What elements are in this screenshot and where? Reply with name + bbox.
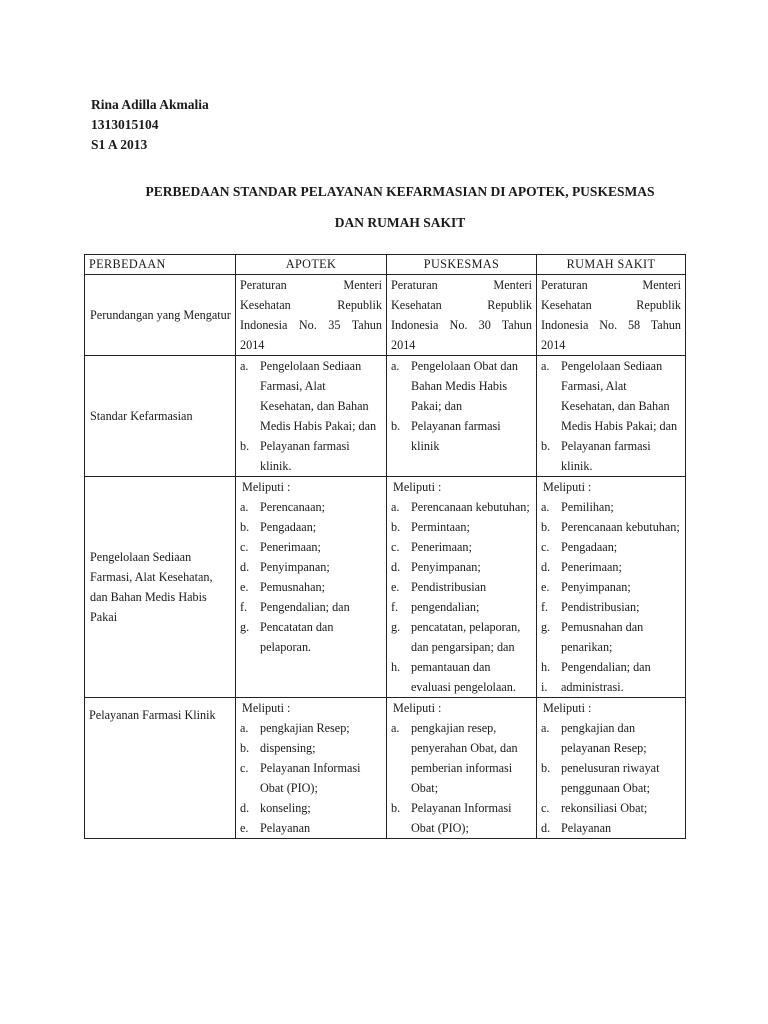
list-marker: c. [391, 540, 400, 554]
list-item [541, 537, 681, 557]
list-item [541, 597, 681, 617]
list-item-text: Pengadaan; [561, 540, 618, 554]
cell-pelayanan-rumah-sakit [537, 698, 686, 839]
list-item-text: administrasi. [561, 680, 624, 694]
list-marker: g. [240, 620, 250, 634]
list-marker: a. [541, 359, 550, 373]
list-item-text: pencatatan, pelaporan, dan pengarsipan; dan [411, 620, 521, 654]
header-puskesmas: PUSKESMAS [387, 255, 537, 275]
list-pengelolaan-apotek [240, 497, 382, 657]
header-row [85, 255, 686, 275]
list-item [240, 557, 382, 577]
list-item-text: Penyimpanan; [561, 580, 631, 594]
list-item-text: rekonsiliasi Obat; [561, 801, 648, 815]
list-item-text: Pelayanan [561, 821, 612, 835]
list-item [541, 517, 681, 537]
list-marker: g. [391, 620, 401, 634]
student-id: 1313015104 [91, 117, 159, 132]
list-item-text: Penyimpanan; [411, 560, 481, 574]
list-marker: e. [391, 580, 400, 594]
cell-pengelolaan-apotek [236, 477, 387, 698]
row-label-pengelolaan: Pengelolaan Sediaan Farmasi, Alat Kesehatan, dan Bahan Medis Habis Pakai [85, 477, 236, 698]
list-item-text: Pelayanan Informasi Obat (PIO); [411, 801, 512, 835]
row-pengelolaan [85, 477, 686, 698]
list-item [541, 557, 681, 577]
list-item [391, 416, 532, 456]
list-item-text: Pelayanan farmasi klinik. [260, 439, 350, 473]
list-marker: a. [240, 359, 249, 373]
list-item [391, 657, 532, 697]
cell-perundangan-puskesmas: Peraturan Menteri Kesehatan Republik Indonesia No. 30 Tahun 2014 [387, 275, 537, 356]
list-item-text: Pemusnahan dan penarikan; [561, 620, 644, 654]
cell-pelayanan-puskesmas [387, 698, 537, 839]
list-item-text: pengkajian Resep; [260, 721, 350, 735]
list-item [240, 617, 382, 657]
list-item [391, 718, 532, 798]
list-item [541, 798, 681, 818]
list-item-text: Penerimaan; [561, 560, 622, 574]
list-marker: h. [541, 660, 551, 674]
class-label: S1 A 2013 [91, 137, 148, 152]
list-marker: h. [391, 660, 401, 674]
header-apotek: APOTEK [236, 255, 387, 275]
list-item-text: Pengelolaan Sediaan Farmasi, Alat Kesehatan, dan Bahan Medis Habis Pakai; dan [561, 359, 678, 433]
list-marker: b. [541, 520, 551, 534]
row-label-standar: Standar Kefarmasian [85, 356, 236, 477]
list-marker: e. [541, 580, 550, 594]
list-item-text: Pengendalian; dan [260, 600, 350, 614]
intro-text: Meliputi : [242, 480, 291, 494]
cell-standar-puskesmas [387, 356, 537, 477]
list-marker: d. [391, 560, 401, 574]
list-marker: a. [391, 721, 400, 735]
list-item-text: Perencanaan kebutuhan; [561, 520, 680, 534]
intro-text: Meliputi : [242, 701, 291, 715]
list-item [541, 718, 681, 758]
list-marker: c. [240, 761, 249, 775]
list-item-text: Pendistribusian; [561, 600, 640, 614]
list-item-text: Pengadaan; [260, 520, 317, 534]
list-item-text: Pemilihan; [561, 500, 614, 514]
list-item [391, 798, 532, 838]
title-line-1: PERBEDAAN STANDAR PELAYANAN KEFARMASIAN DI APOTEK, PUSKESMAS [145, 184, 655, 199]
list-item [240, 577, 382, 597]
list-marker: b. [391, 801, 401, 815]
list-item [240, 738, 382, 758]
list-marker: f. [541, 600, 549, 614]
cell-pengelolaan-rumah-sakit [537, 477, 686, 698]
list-item [391, 557, 532, 577]
list-item-text: dispensing; [260, 741, 316, 755]
list-item [541, 436, 681, 476]
list-item-text: pengkajian dan pelayanan Resep; [561, 721, 647, 755]
list-item-text: pemantauan dan evaluasi pengelolaan. [411, 660, 516, 694]
list-item [391, 356, 532, 416]
list-marker: a. [541, 500, 550, 514]
comparison-table [84, 254, 686, 839]
list-marker: b. [391, 419, 401, 433]
list-item-text: Pelayanan farmasi klinik. [561, 439, 651, 473]
cell-pelayanan-apotek [236, 698, 387, 839]
list-item-text: Pelayanan [260, 821, 311, 835]
list-marker: f. [391, 600, 399, 614]
list-item-text: konseling; [260, 801, 311, 815]
list-marker: c. [240, 540, 249, 554]
list-item-text: Perencanaan; [260, 500, 325, 514]
list-item [240, 517, 382, 537]
cell-perundangan-rumah-sakit: Peraturan Menteri Kesehatan Republik Indonesia No. 58 Tahun 2014 [537, 275, 686, 356]
intro-text: Meliputi : [543, 701, 592, 715]
cell-standar-apotek [236, 356, 387, 477]
list-item [240, 436, 382, 476]
list-item [240, 758, 382, 798]
list-pelayanan-puskesmas [391, 718, 532, 838]
author-block [91, 95, 209, 155]
author-name: Rina Adilla Akmalia [91, 97, 209, 112]
row-perundangan [85, 275, 686, 356]
list-marker: e. [240, 821, 249, 835]
list-item [240, 718, 382, 738]
list-marker: i. [541, 680, 548, 694]
list-pelayanan-rumah-sakit [541, 718, 681, 838]
list-item-text: Pengelolaan Sediaan Farmasi, Alat Kesehatan, dan Bahan Medis Habis Pakai; dan [260, 359, 377, 433]
list-item-text: Pengelolaan Obat dan Bahan Medis Habis Pakai; dan [411, 359, 518, 413]
list-marker: b. [541, 439, 551, 453]
document-title [60, 176, 740, 238]
cell-perundangan-apotek: Peraturan Menteri Kesehatan Republik Indonesia No. 35 Tahun 2014 [236, 275, 387, 356]
title-line-2: DAN RUMAH SAKIT [334, 215, 466, 230]
list-item-text: Perencanaan kebutuhan; [411, 500, 530, 514]
list-standar-rumah-sakit [541, 356, 681, 476]
list-marker: f. [240, 600, 248, 614]
list-marker: b. [240, 520, 250, 534]
list-marker: c. [541, 801, 550, 815]
list-item [541, 657, 681, 677]
list-item-text: Permintaan; [411, 520, 470, 534]
list-item [240, 537, 382, 557]
list-item [391, 497, 532, 517]
list-marker: b. [391, 520, 401, 534]
row-pelayanan [85, 698, 686, 839]
list-item [541, 758, 681, 798]
header-perbedaan: PERBEDAAN [85, 255, 236, 275]
list-marker: d. [541, 560, 551, 574]
list-marker: c. [541, 540, 550, 554]
row-label-pelayanan: Pelayanan Farmasi Klinik [85, 698, 236, 839]
list-standar-apotek [240, 356, 382, 476]
list-standar-puskesmas [391, 356, 532, 456]
cell-pengelolaan-puskesmas [387, 477, 537, 698]
list-item [240, 356, 382, 436]
list-item-text: Pencatatan dan pelaporan. [260, 620, 334, 654]
list-item-text: Pemusnahan; [260, 580, 325, 594]
list-marker: a. [391, 359, 400, 373]
list-item [391, 597, 532, 617]
list-pengelolaan-puskesmas [391, 497, 532, 697]
intro-text: Meliputi : [543, 480, 592, 494]
list-marker: b. [240, 439, 250, 453]
list-item [240, 497, 382, 517]
list-marker: a. [240, 721, 249, 735]
list-item [541, 818, 681, 838]
list-item-text: Penyimpanan; [260, 560, 330, 574]
list-item [541, 356, 681, 436]
list-item-text: Penerimaan; [411, 540, 472, 554]
intro-text: Meliputi : [393, 480, 442, 494]
list-item-text: pengkajian resep, penyerahan Obat, dan pemberian informasi Obat; [411, 721, 518, 795]
list-item-text: Pelayanan Informasi Obat (PIO); [260, 761, 361, 795]
list-item-text: Pendistribusian [411, 580, 487, 594]
intro-text: Meliputi : [393, 701, 442, 715]
list-marker: a. [391, 500, 400, 514]
list-marker: e. [240, 580, 249, 594]
list-marker: a. [541, 721, 550, 735]
list-item [541, 617, 681, 657]
list-item [391, 517, 532, 537]
list-item [391, 537, 532, 557]
list-marker: d. [240, 801, 250, 815]
list-marker: d. [541, 821, 551, 835]
list-marker: g. [541, 620, 551, 634]
list-item [240, 597, 382, 617]
list-marker: a. [240, 500, 249, 514]
list-item-text: Penerimaan; [260, 540, 321, 554]
list-marker: d. [240, 560, 250, 574]
list-item-text: Pengendalian; dan [561, 660, 651, 674]
list-item-text: Pelayanan farmasi klinik [411, 419, 501, 453]
list-item-text: pengendalian; [411, 600, 480, 614]
list-item [391, 577, 532, 597]
header-rumah-sakit: RUMAH SAKIT [537, 255, 686, 275]
list-marker: b. [240, 741, 250, 755]
list-item [541, 577, 681, 597]
list-marker: b. [541, 761, 551, 775]
list-item-text: penelusuran riwayat penggunaan Obat; [561, 761, 660, 795]
cell-standar-rumah-sakit [537, 356, 686, 477]
row-standar [85, 356, 686, 477]
list-item [240, 798, 382, 818]
row-label-perundangan: Perundangan yang Mengatur [85, 275, 236, 356]
list-pelayanan-apotek [240, 718, 382, 838]
list-item [240, 818, 382, 838]
list-item [391, 617, 532, 657]
list-item [541, 497, 681, 517]
list-item [541, 677, 681, 697]
list-pengelolaan-rumah-sakit [541, 497, 681, 697]
